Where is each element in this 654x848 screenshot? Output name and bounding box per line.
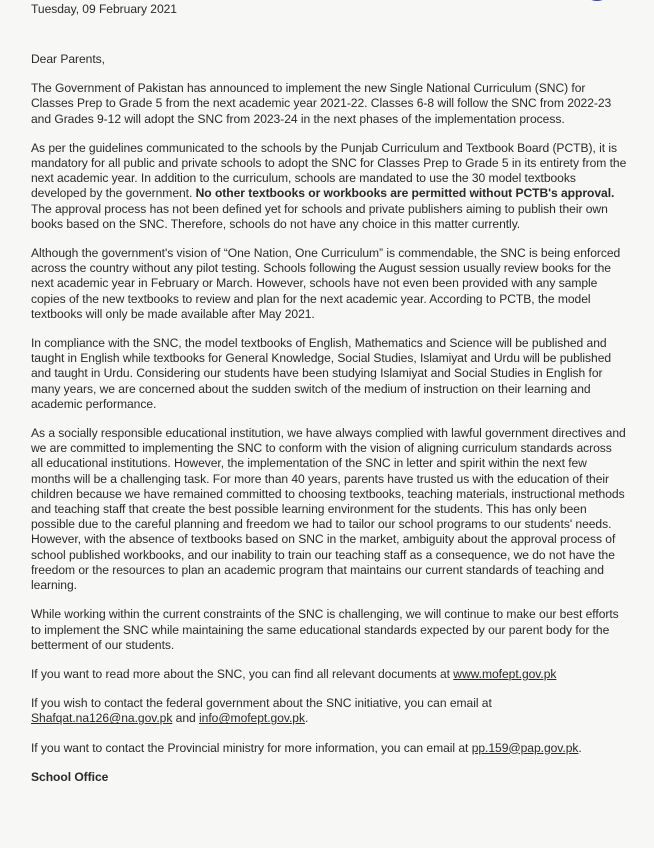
paragraph-guidelines-text: As per the guidelines communicated to the schools by the Punjab Curriculum and Textbook Board (PCTB), it is mandatory for all public and private schools to adopt the SNC for Classes Prep to Grade 5 in its entirety from the next academic year. In addition to the curriculum, schools are mandated to use the 30 model textbooks developed by the government.	[31, 140, 627, 201]
paragraph-constraints: While working within the current constraints of the SNC is challenging, we will continue to make our best efforts to implement the SNC while maintaining the same educational standards expected by our parent body for the betterment of our students.	[31, 607, 619, 652]
paragraph-responsibility: As a socially responsible educational institution, we have always complied with lawful government directives and we are committed to implementing the SNC to conform with the vision of aligning curriculum standards across all educational institutions. However, the implementation of the SNC in letter and spirit within the next few months will be a challenging task. For more than 40 years, parents have trusted us with the education of their children because we have remained committed to choosing textbooks, teaching materials, instructional methods and teaching staff that create the best possible learning environment for the students. This has only been possible due to the careful planning and freedom we had to tailor our school programs to our students' needs. However, with the absence of textbooks based on SNC in the market, ambiguity about the approval process of school published workbooks, and our inability to train our teaching staff as a consequence, we do not have the freedom or the resources to plan an academic program that maintains our current standards of teaching and learning.	[31, 426, 626, 593]
signature: School Office	[31, 769, 109, 784]
federal-contact-end: .	[304, 711, 309, 726]
provincial-contact-text: If you want to contact the Provincial ministry for more information, you can email at	[31, 740, 472, 755]
federal-contact-text: If you wish to contact the federal government about the SNC initiative, you can email at	[31, 696, 492, 711]
shafqat-email-link[interactable]: Shafqat.na126@na.gov.pk	[31, 711, 173, 726]
federal-contact-and: and	[172, 711, 200, 726]
paragraph-federal-contact	[31, 696, 627, 726]
salutation: Dear Parents,	[31, 52, 105, 66]
info-email-link[interactable]: info@mofept.gov.pk	[199, 711, 305, 726]
paragraph-guidelines-bold: No other textbooks or workbooks are permitted without PCTB's approval.	[195, 186, 615, 201]
paragraph-provincial-contact	[31, 741, 627, 756]
letter-body	[31, 0, 627, 785]
mofept-website-link[interactable]: www.mofept.gov.pk	[453, 666, 557, 681]
provincial-contact-end: .	[578, 740, 582, 755]
paragraph-announcement: The Government of Pakistan has announced to implement the new Single National Curriculum (SNC) for Classes Prep to Grade 5 from the next academic year 2021-22. Classes 6-8 will follow the SNC from 2022-23 and Grades 9-12 will adopt the SNC from 2023-24 in the next phases of the implementation process.	[31, 81, 612, 126]
paragraph-guidelines-rest: The approval process has not been defined yet for schools and private publishers aiming to publish their own books based on the SNC. Therefore, schools do not have any choice in this matter currently.	[31, 201, 608, 231]
paragraph-vision: Although the government's vision of “One Nation, One Curriculum” is commendable, the SNC is being enforced across the country without any pilot testing. Schools following the August session usually review books for the next academic year in February or March. However, schools have not even been provided with any sample copies of the new textbooks to review and plan for the next academic year. According to PCTB, the model textbooks will only be made available after May 2021.	[31, 246, 621, 321]
read-more-text: If you want to read more about the SNC, you can find all relevant documents at	[31, 666, 454, 681]
paragraph-read-more	[31, 667, 627, 682]
letter-date: Tuesday, 09 February 2021	[31, 2, 177, 16]
provincial-email-link[interactable]: pp.159@pap.gov.pk	[471, 740, 579, 755]
paragraph-compliance: In compliance with the SNC, the model textbooks of English, Mathematics and Science will be published and taught in English while textbooks for General Knowledge, Social Studies, Islamiyat and Urdu will be published and taught in Urdu. Considering our students have been studying Islamiyat and Social Studies in English for many years, we are concerned about the sudden switch of the medium of instruction on their learning and academic performance.	[31, 336, 612, 411]
paragraph-guidelines	[31, 141, 627, 232]
